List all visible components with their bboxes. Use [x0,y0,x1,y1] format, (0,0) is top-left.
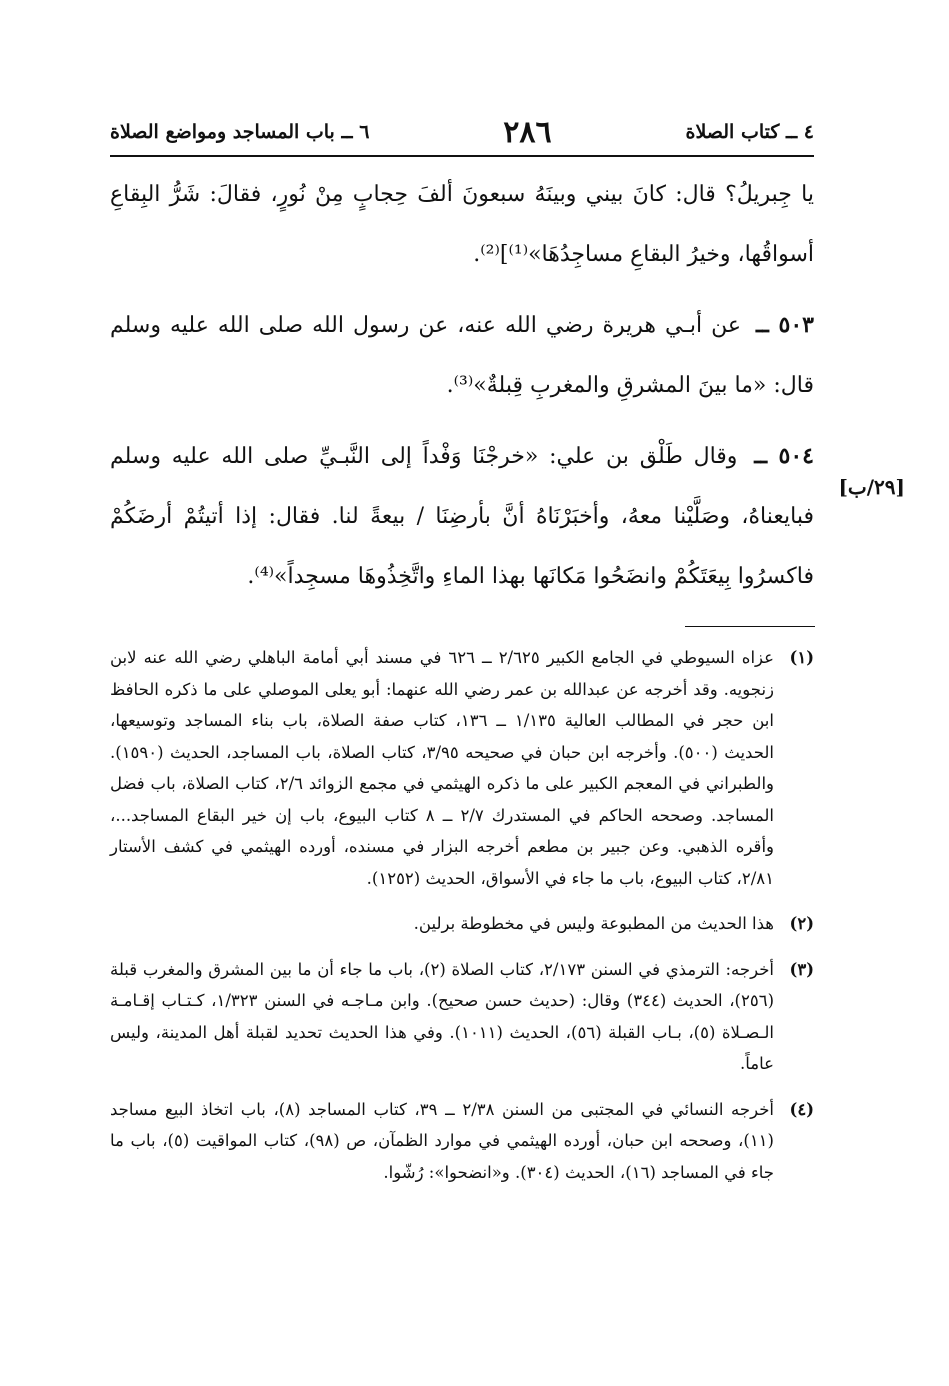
hadith-number: ٥٠٣ ــ [755,312,814,338]
header-rule [110,155,814,157]
section-title: ٦ ــ باب المساجد ومواضع الصلاة [110,121,370,143]
running-header [110,112,814,152]
footnote-marker: (١) [789,648,814,667]
footnotes [110,642,814,1202]
footnote-marker: (٢) [789,914,814,933]
paragraph-continued [110,165,814,285]
chapter-title: ٤ ــ كتاب الصلاة [685,121,814,143]
footnote-text: هذا الحديث من المطبوعة وليس في مخطوطة برلين. [413,914,774,933]
footnote-marker: (٣) [789,959,814,979]
main-text [110,165,814,607]
paragraph-text: يا جِبريلُ؟ قال: كانَ بيني وبينَهُ سبعونَ ألفَ حِجابٍ مِنْ نُورٍ، فقالَ: شَرُّ البِقاعِ أسواقُها، وخيرُ البقاعِ مساجِدُهَا»⁽¹⁾]⁽²⁾. [110,182,814,267]
hadith-504 [110,426,814,607]
hadith-503 [110,295,814,416]
footnote-1 [110,642,814,894]
footnote-4 [110,1094,814,1189]
hadith-text: عن أبـي هريرة رضي الله عنه، عن رسول الله صلى الله عليه وسلم قال: «ما بينَ المشرقِ والمغربِ قِبلةٌ»⁽³⁾. [110,313,814,398]
footnote-2 [110,908,814,940]
footnote-text: عزاه السيوطي في الجامع الكبير ٢/٦٢٥ ــ ٦٢٦ في مسند أبي أمامة الباهلي رضي الله عنه لابن زنجويه. وقد أخرجه عن عبدالله بن عمر رضي الله عنهما: أبو يعلى الموصلي على ما ذكره الحافظ ابن حجر في المطالب العالية ١/١٣٥ ــ ١٣٦، كتاب صفة الصلاة، باب بناء المساجد وتوسيعها، الحديث (٥٠٠). وأخرجه ابن حبان في صحيحه ٣/٩٥، كتاب الصلاة، باب المساجد، الحديث (١٥٩٠). والطبراني في المعجم الكبير على ما ذكره الهيثمي في مجمع الزوائد ٢/٦، كتاب الصلاة، باب فضل المساجد. وصححه الحاكم في المستدرك ٢/٧ ــ ٨ كتاب البيوع، باب إن خير البقاع المساجد...، وأقره الذهبي. وعن جبير بن مطعم أخرجه البزار في مسنده، أورده الهيثمي في كشف الأستار ٢/٨١، كتاب البيوع، باب ما جاء في الأسواق، الحديث (١٢٥٢). [110,648,774,888]
hadith-text: وقال طَلْق بن علي: «خرجْنَا وَفْداً إلى النَّبـيِّ صلى الله عليه وسلم فبايعناهُ، وصَلَّيْنا معهُ، وأخبَرْنَاهُ أنَّ بأرضِنَا / بيعةً لنا. فقال: إذا أتيتُمْ أرضَكُمْ فاكسرُوا بِيعَتَكُمْ وانضَحُوا مَكانَها بهذا الماءِ واتَّخِذُوهَا مسجِداً»⁽⁴⁾. [110,444,814,589]
footnote-separator [685,626,815,627]
footnote-text: أخرجه النسائي في المجتبى من السنن ٢/٣٨ ــ ٣٩، كتاب المساجد (٨)، باب اتخاذ البيع مساجد (١١)، وصححه ابن حبان، أورده الهيثمي في موارد الظمآن، ص (٩٨)، كتاب المواقيت (٥)، باب ما جاء في المساجد (١٦)، الحديث (٣٠٤). و«انضحوا»: رُشّوا. [110,1099,774,1182]
footnote-marker: (٤) [789,1099,814,1119]
page-number: ٢٨٦ [503,114,552,150]
hadith-number: ٥٠٤ ــ [754,443,814,469]
footnote-text: أخرجه: الترمذي في السنن ٢/١٧٣، كتاب الصلاة (٢)، باب ما جاء أن ما بين المشرق والمغرب قبلة (٢٥٦)، الحديث (٣٤٤) وقال: (حديث حسن صحيح). وابن مـاجـه في السنن ١/٣٢٣، كـتـاب إقـامـة الـصـلاة (٥)، بـاب القبلة (٥٦)، الحديث (١٠١١). وفي هذا الحديث تحديد لقبلة أهل المدينة، وليس عاماً. [110,959,774,1073]
manuscript-folio-note: [٢٩/ب] [838,475,905,499]
footnote-3 [110,954,814,1080]
